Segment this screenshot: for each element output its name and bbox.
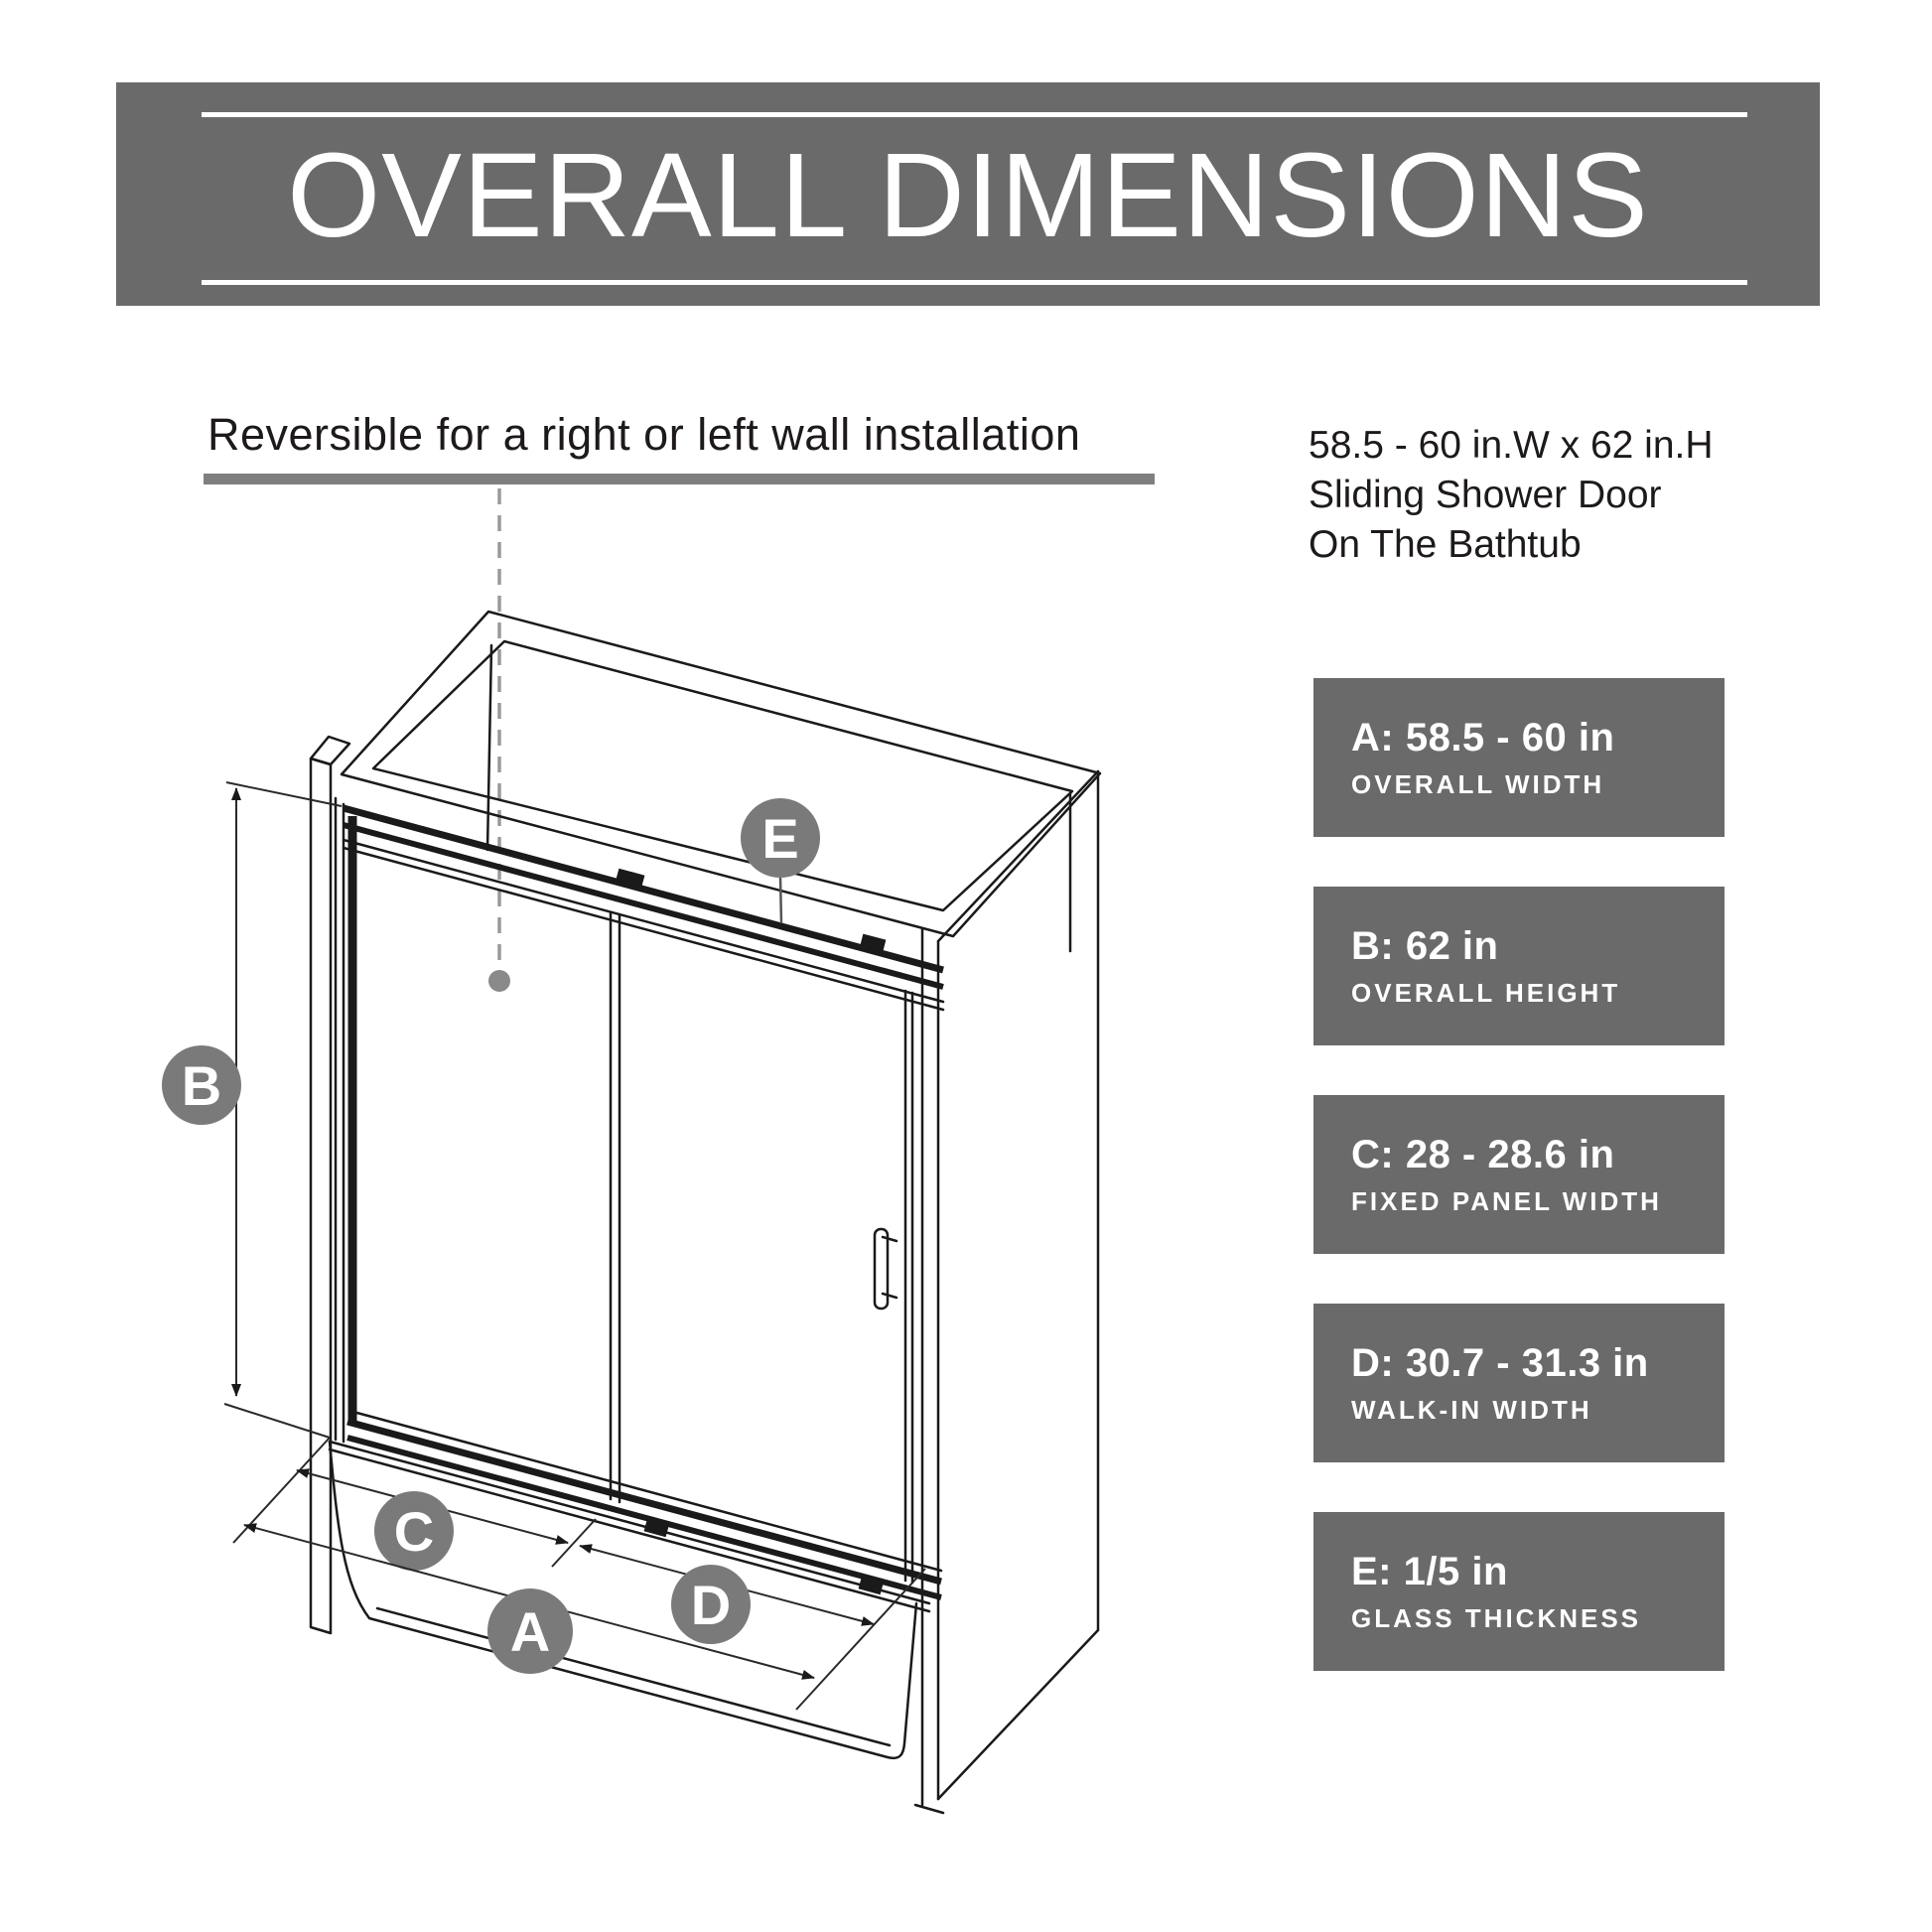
dimension-d bbox=[580, 1546, 925, 1710]
spec-label: OVERALL HEIGHT bbox=[1351, 977, 1621, 1008]
spec-label: FIXED PANEL WIDTH bbox=[1351, 1185, 1662, 1216]
spec-label: OVERALL WIDTH bbox=[1351, 768, 1605, 799]
door-assembly bbox=[336, 798, 943, 1597]
roller-bracket bbox=[862, 939, 885, 945]
roller-bracket bbox=[618, 874, 643, 881]
reversible-dot bbox=[488, 970, 510, 992]
dimension-e bbox=[741, 798, 820, 923]
spec-value: D: 30.7 - 31.3 in bbox=[1351, 1340, 1649, 1385]
product-size-line: 58.5 - 60 in.W x 62 in.H bbox=[1309, 424, 1714, 467]
marker-b-label: B bbox=[181, 1054, 222, 1117]
product-type-line: Sliding Shower Door bbox=[1309, 474, 1662, 516]
spec-value: C: 28 - 28.6 in bbox=[1351, 1132, 1615, 1176]
door-handle bbox=[875, 1229, 897, 1309]
marker-d-label: D bbox=[690, 1574, 732, 1636]
marker-a-label: A bbox=[509, 1600, 551, 1663]
alcove-top-frame bbox=[342, 612, 1100, 951]
product-mount-line: On The Bathtub bbox=[1309, 523, 1582, 566]
spec-value: A: 58.5 - 60 in bbox=[1351, 715, 1615, 759]
bathtub bbox=[330, 1442, 929, 1758]
marker-c-label: C bbox=[393, 1500, 435, 1563]
spec-label: WALK-IN WIDTH bbox=[1351, 1394, 1592, 1425]
page-title: OVERALL DIMENSIONS bbox=[287, 126, 1649, 262]
spec-value: E: 1/5 in bbox=[1351, 1549, 1508, 1593]
spec-label: GLASS THICKNESS bbox=[1351, 1602, 1642, 1633]
reversible-indicator bbox=[488, 488, 510, 992]
reversible-note: Reversible for a right or left wall installation bbox=[207, 409, 1081, 460]
marker-e-label: E bbox=[761, 807, 799, 870]
spec-value: B: 62 in bbox=[1351, 923, 1499, 968]
dimension-b bbox=[162, 782, 342, 1438]
